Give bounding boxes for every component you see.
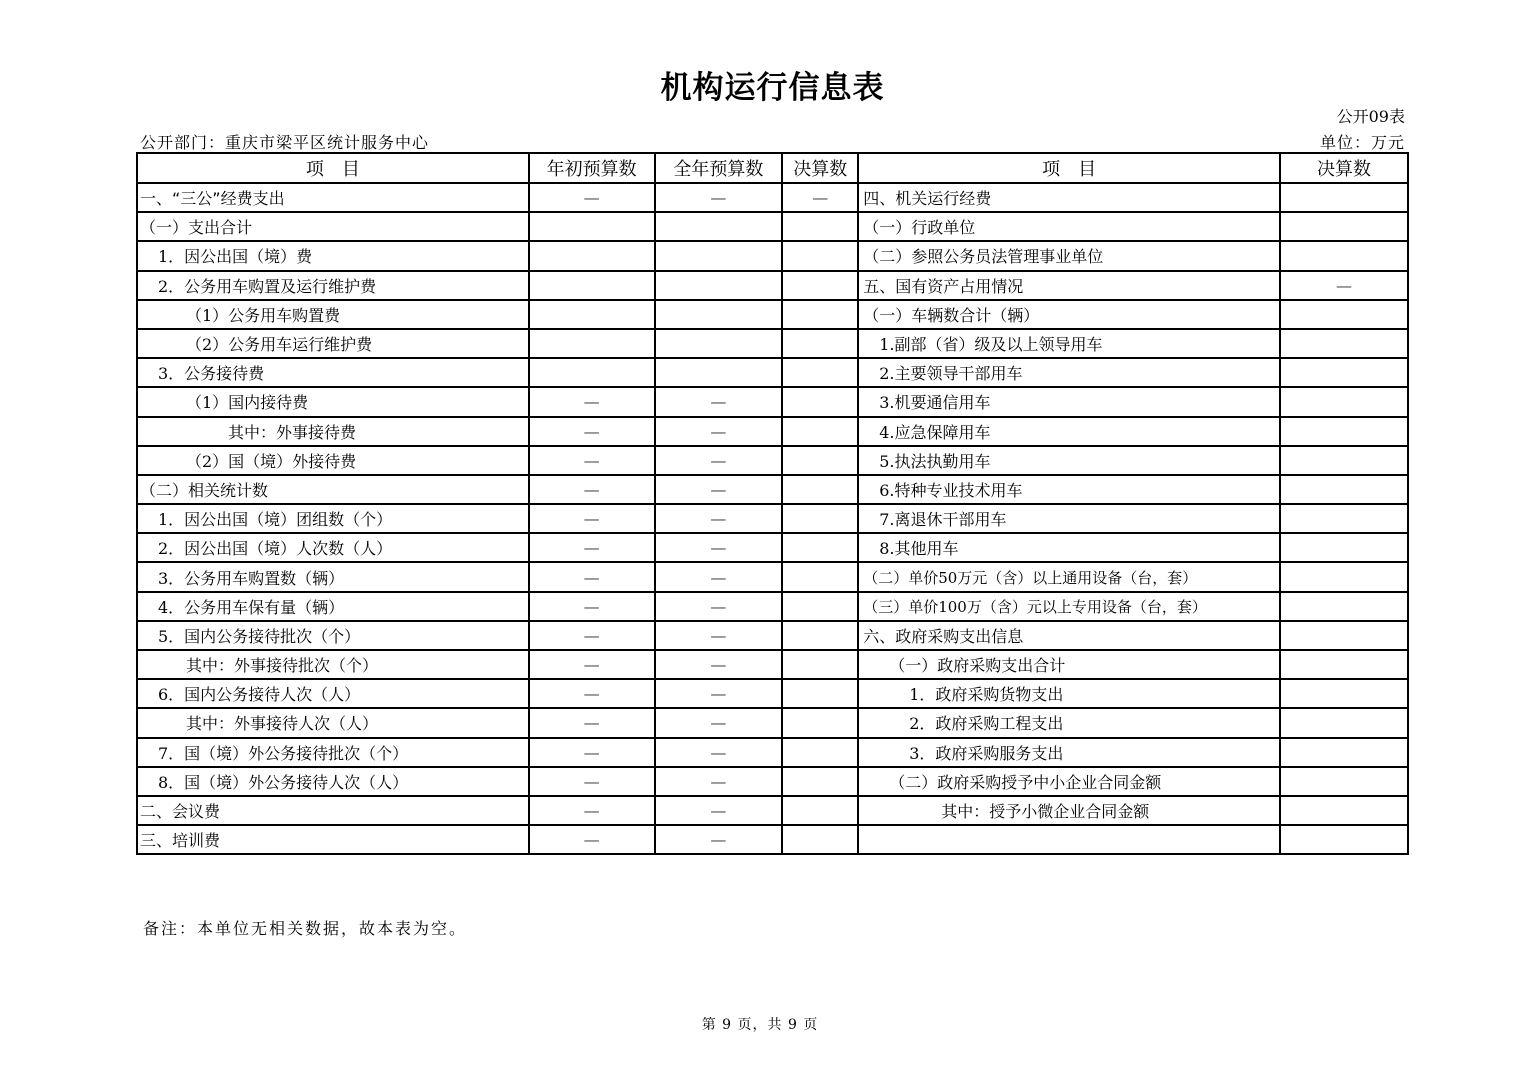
row-left-item: 一、“三公”经费支出	[137, 183, 529, 212]
table-row	[137, 533, 1408, 562]
right-final-accounts-cell	[1280, 417, 1408, 446]
unit-label: 单位：万元	[1319, 133, 1405, 152]
table-row	[137, 329, 1408, 358]
header-initial-budget: 年初预算数	[529, 153, 655, 183]
table-row	[137, 475, 1408, 504]
right-final-accounts-cell	[1280, 183, 1408, 212]
annual-budget-cell	[655, 329, 783, 358]
initial-budget-cell	[529, 300, 655, 329]
right-final-accounts-cell	[1280, 825, 1408, 854]
row-left-item: 2．公务用车购置及运行维护费	[137, 271, 529, 300]
row-right-item: 五、国有资产占用情况	[858, 271, 1280, 300]
row-left-item: 三、培训费	[137, 825, 529, 854]
table-row	[137, 650, 1408, 679]
annual-budget-cell: —	[655, 650, 783, 679]
initial-budget-cell: —	[529, 767, 655, 796]
final-accounts-cell	[782, 708, 858, 737]
header-right-item: 项 目	[858, 153, 1280, 183]
table-row	[137, 825, 1408, 854]
initial-budget-cell: —	[529, 738, 655, 767]
row-left-item: （1）公务用车购置费	[137, 300, 529, 329]
header-final-accounts: 决算数	[782, 153, 858, 183]
right-final-accounts-cell	[1280, 358, 1408, 387]
final-accounts-cell	[782, 650, 858, 679]
table-row	[137, 183, 1408, 212]
table-row	[137, 241, 1408, 270]
row-left-item: 其中：外事接待批次（个）	[137, 650, 529, 679]
row-left-item: 8．国（境）外公务接待人次（人）	[137, 767, 529, 796]
form-number: 公开09表	[1336, 107, 1405, 126]
row-right-item: （二）政府采购授予中小企业合同金额	[858, 767, 1280, 796]
table-row	[137, 446, 1408, 475]
header-row	[137, 153, 1408, 183]
table-row	[137, 738, 1408, 767]
initial-budget-cell: —	[529, 475, 655, 504]
right-final-accounts-cell	[1280, 504, 1408, 533]
final-accounts-cell	[782, 271, 858, 300]
right-final-accounts-cell	[1280, 708, 1408, 737]
annual-budget-cell: —	[655, 621, 783, 650]
initial-budget-cell: —	[529, 446, 655, 475]
final-accounts-cell	[782, 825, 858, 854]
row-left-item: 1．因公出国（境）团组数（个）	[137, 504, 529, 533]
row-left-item: 7．国（境）外公务接待批次（个）	[137, 738, 529, 767]
right-final-accounts-cell	[1280, 767, 1408, 796]
page-title: 机构运行信息表	[660, 70, 885, 106]
final-accounts-cell	[782, 446, 858, 475]
row-right-item: （一）行政单位	[858, 212, 1280, 241]
table-row	[137, 562, 1408, 591]
right-final-accounts-cell	[1280, 592, 1408, 621]
table-row	[137, 708, 1408, 737]
table-row	[137, 300, 1408, 329]
annual-budget-cell	[655, 212, 783, 241]
initial-budget-cell: —	[529, 650, 655, 679]
right-final-accounts-cell	[1280, 387, 1408, 416]
final-accounts-cell	[782, 592, 858, 621]
table-row	[137, 592, 1408, 621]
row-right-item: 5.执法执勤用车	[858, 446, 1280, 475]
final-accounts-cell	[782, 358, 858, 387]
initial-budget-cell: —	[529, 825, 655, 854]
row-right-item: 2.主要领导干部用车	[858, 358, 1280, 387]
row-right-item: 1.副部（省）级及以上领导用车	[858, 329, 1280, 358]
table-row	[137, 504, 1408, 533]
row-right-item: 7.离退休干部用车	[858, 504, 1280, 533]
final-accounts-cell	[782, 417, 858, 446]
final-accounts-cell	[782, 475, 858, 504]
initial-budget-cell: —	[529, 796, 655, 825]
annual-budget-cell: —	[655, 183, 783, 212]
row-left-item: 1．因公出国（境）费	[137, 241, 529, 270]
table-row	[137, 621, 1408, 650]
table-row	[137, 417, 1408, 446]
annual-budget-cell	[655, 271, 783, 300]
row-left-item: 5．国内公务接待批次（个）	[137, 621, 529, 650]
row-right-item: 3．政府采购服务支出	[858, 738, 1280, 767]
final-accounts-cell	[782, 212, 858, 241]
final-accounts-cell	[782, 738, 858, 767]
annual-budget-cell: —	[655, 533, 783, 562]
final-accounts-cell: —	[782, 183, 858, 212]
row-right-item: （三）单价100万（含）元以上专用设备（台，套）	[858, 592, 1280, 621]
right-final-accounts-cell	[1280, 329, 1408, 358]
annual-budget-cell: —	[655, 475, 783, 504]
row-right-item: 8.其他用车	[858, 533, 1280, 562]
table-row	[137, 767, 1408, 796]
table-row	[137, 679, 1408, 708]
right-final-accounts-cell	[1280, 621, 1408, 650]
row-left-item: 3．公务接待费	[137, 358, 529, 387]
row-left-item: （1）国内接待费	[137, 387, 529, 416]
annual-budget-cell: —	[655, 387, 783, 416]
department-label: 公开部门：重庆市梁平区统计服务中心	[140, 133, 430, 152]
final-accounts-cell	[782, 533, 858, 562]
right-final-accounts-cell	[1280, 650, 1408, 679]
right-final-accounts-cell	[1280, 475, 1408, 504]
initial-budget-cell: —	[529, 708, 655, 737]
right-final-accounts-cell	[1280, 212, 1408, 241]
row-right-item: （二）单价50万元（含）以上通用设备（台，套）	[858, 562, 1280, 591]
annual-budget-cell: —	[655, 708, 783, 737]
annual-budget-cell: —	[655, 504, 783, 533]
row-right-item: 6.特种专业技术用车	[858, 475, 1280, 504]
annual-budget-cell: —	[655, 562, 783, 591]
page-footer: 第 9 页，共 9 页	[701, 1017, 819, 1033]
annual-budget-cell	[655, 300, 783, 329]
right-final-accounts-cell	[1280, 446, 1408, 475]
initial-budget-cell	[529, 271, 655, 300]
right-final-accounts-cell	[1280, 738, 1408, 767]
row-right-item: 六、政府采购支出信息	[858, 621, 1280, 650]
final-accounts-cell	[782, 241, 858, 270]
right-final-accounts-cell	[1280, 241, 1408, 270]
initial-budget-cell: —	[529, 562, 655, 591]
initial-budget-cell: —	[529, 504, 655, 533]
row-right-item: 其中：授予小微企业合同金额	[858, 796, 1280, 825]
row-left-item: （二）相关统计数	[137, 475, 529, 504]
initial-budget-cell: —	[529, 533, 655, 562]
right-final-accounts-cell: —	[1280, 271, 1408, 300]
initial-budget-cell	[529, 329, 655, 358]
row-right-item	[858, 825, 1280, 854]
table-row	[137, 387, 1408, 416]
table-row	[137, 358, 1408, 387]
annual-budget-cell: —	[655, 738, 783, 767]
initial-budget-cell: —	[529, 621, 655, 650]
annual-budget-cell: —	[655, 796, 783, 825]
annual-budget-cell	[655, 241, 783, 270]
annual-budget-cell: —	[655, 417, 783, 446]
row-left-item: （2）公务用车运行维护费	[137, 329, 529, 358]
initial-budget-cell: —	[529, 592, 655, 621]
row-right-item: （一）政府采购支出合计	[858, 650, 1280, 679]
right-final-accounts-cell	[1280, 796, 1408, 825]
row-right-item: （二）参照公务员法管理事业单位	[858, 241, 1280, 270]
row-left-item: （一）支出合计	[137, 212, 529, 241]
annual-budget-cell: —	[655, 825, 783, 854]
row-left-item: 其中：外事接待人次（人）	[137, 708, 529, 737]
row-right-item: 3.机要通信用车	[858, 387, 1280, 416]
row-right-item: 4.应急保障用车	[858, 417, 1280, 446]
final-accounts-cell	[782, 504, 858, 533]
right-final-accounts-cell	[1280, 533, 1408, 562]
right-final-accounts-cell	[1280, 300, 1408, 329]
final-accounts-cell	[782, 300, 858, 329]
final-accounts-cell	[782, 329, 858, 358]
header-annual-budget: 全年预算数	[655, 153, 783, 183]
table-row	[137, 212, 1408, 241]
initial-budget-cell: —	[529, 183, 655, 212]
final-accounts-cell	[782, 387, 858, 416]
table-row	[137, 271, 1408, 300]
right-final-accounts-cell	[1280, 679, 1408, 708]
row-left-item: 二、会议费	[137, 796, 529, 825]
initial-budget-cell: —	[529, 417, 655, 446]
initial-budget-cell: —	[529, 679, 655, 708]
initial-budget-cell	[529, 241, 655, 270]
header-left-item: 项 目	[137, 153, 529, 183]
row-right-item: 四、机关运行经费	[858, 183, 1280, 212]
row-left-item: （2）国（境）外接待费	[137, 446, 529, 475]
initial-budget-cell	[529, 358, 655, 387]
row-left-item: 3．公务用车购置数（辆）	[137, 562, 529, 591]
header-right-final-accounts: 决算数	[1280, 153, 1408, 183]
final-accounts-cell	[782, 562, 858, 591]
table-row	[137, 796, 1408, 825]
annual-budget-cell: —	[655, 592, 783, 621]
row-right-item: 2．政府采购工程支出	[858, 708, 1280, 737]
row-right-item: 1．政府采购货物支出	[858, 679, 1280, 708]
annual-budget-cell: —	[655, 446, 783, 475]
final-accounts-cell	[782, 621, 858, 650]
right-final-accounts-cell	[1280, 562, 1408, 591]
initial-budget-cell	[529, 212, 655, 241]
annual-budget-cell: —	[655, 767, 783, 796]
final-accounts-cell	[782, 796, 858, 825]
remark-note: 备注：本单位无相关数据，故本表为空。	[143, 919, 468, 938]
row-right-item: （一）车辆数合计（辆）	[858, 300, 1280, 329]
row-left-item: 4．公务用车保有量（辆）	[137, 592, 529, 621]
operation-info-table	[136, 152, 1409, 855]
row-left-item: 其中：外事接待费	[137, 417, 529, 446]
row-left-item: 2．因公出国（境）人次数（人）	[137, 533, 529, 562]
final-accounts-cell	[782, 679, 858, 708]
final-accounts-cell	[782, 767, 858, 796]
annual-budget-cell: —	[655, 679, 783, 708]
initial-budget-cell: —	[529, 387, 655, 416]
row-left-item: 6．国内公务接待人次（人）	[137, 679, 529, 708]
annual-budget-cell	[655, 358, 783, 387]
